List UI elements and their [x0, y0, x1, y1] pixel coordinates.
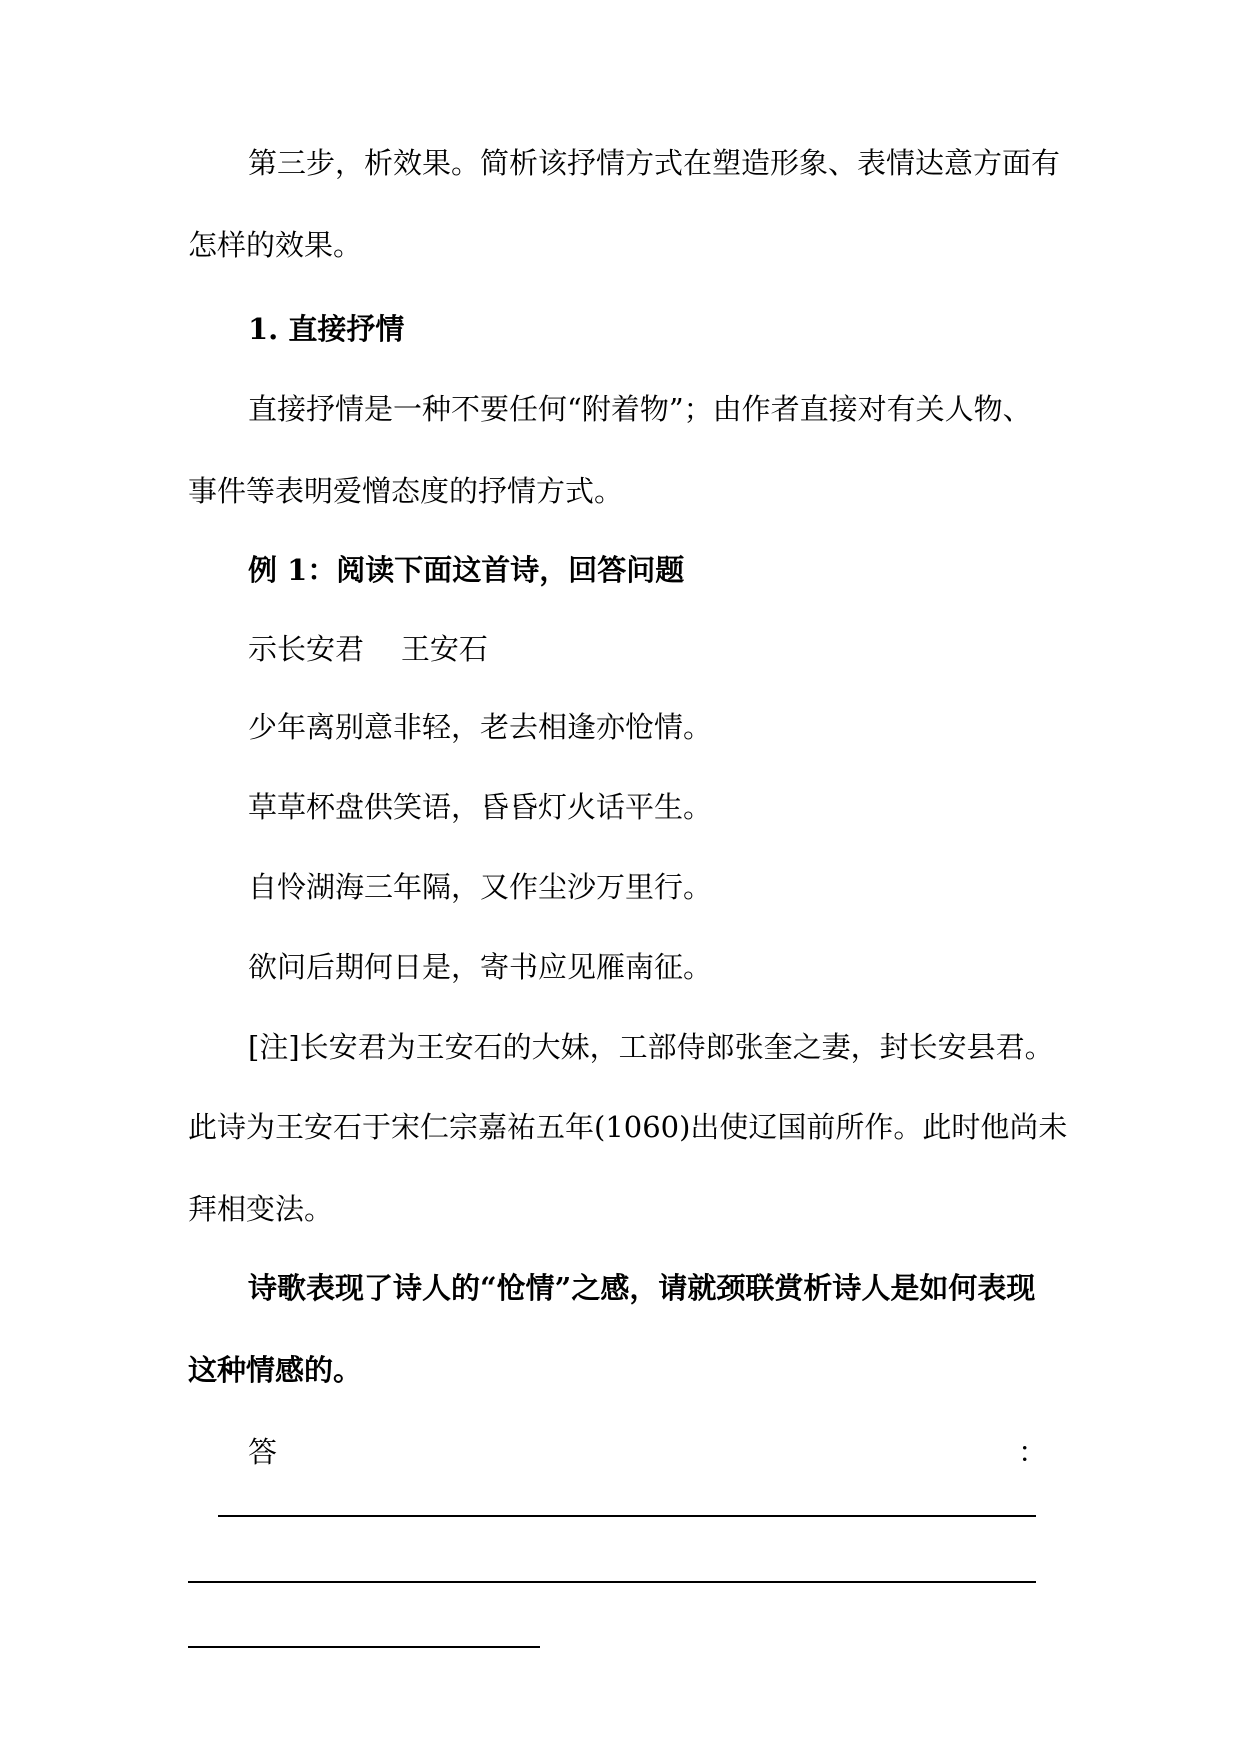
poem-line-4: 欲问后期何日是，寄书应见雁南征。 [248, 950, 713, 984]
poem-line-2: 草草杯盘供笑语，昏昏灯火话平生。 [248, 790, 713, 824]
example-heading: 例 1：阅读下面这首诗，回答问题 [248, 553, 685, 587]
definition-line-2: 事件等表明爱憎态度的抒情方式。 [188, 474, 624, 508]
note-line-1: [注]长安君为王安石的大妹，工部侍郎张奎之妻，封长安县君。 [248, 1030, 1054, 1064]
question-line-2: 这种情感的。 [188, 1353, 363, 1387]
note-line-3: 拜相变法。 [188, 1192, 334, 1226]
poem-line-3: 自怜湖海三年隔，又作尘沙万里行。 [248, 870, 713, 904]
answer-label: 答 [248, 1435, 278, 1469]
poem-line-1: 少年离别意非轻，老去相逢亦怆情。 [248, 710, 713, 744]
answer-colon: ： [1018, 1435, 1048, 1469]
section-intro-line-2: 怎样的效果。 [188, 228, 363, 262]
question-line-1: 诗歌表现了诗人的“怆情”之感，请就颈联赏析诗人是如何表现 [248, 1271, 1036, 1305]
answer-line-1[interactable] [218, 1515, 1036, 1517]
answer-line-3[interactable] [188, 1646, 540, 1648]
heading-direct-lyricism: 1. 直接抒情 [248, 312, 405, 346]
poem-title-author: 示长安君 王安石 [248, 632, 488, 666]
note-line-2: 此诗为王安石于宋仁宗嘉祐五年(1060)出使辽国前所作。此时他尚未 [188, 1110, 1068, 1144]
answer-line-2[interactable] [188, 1581, 1036, 1583]
section-intro-line-1: 第三步，析效果。简析该抒情方式在塑造形象、表情达意方面有 [248, 146, 1061, 180]
definition-line-1: 直接抒情是一种不要任何“附着物”；由作者直接对有关人物、 [248, 392, 1032, 426]
